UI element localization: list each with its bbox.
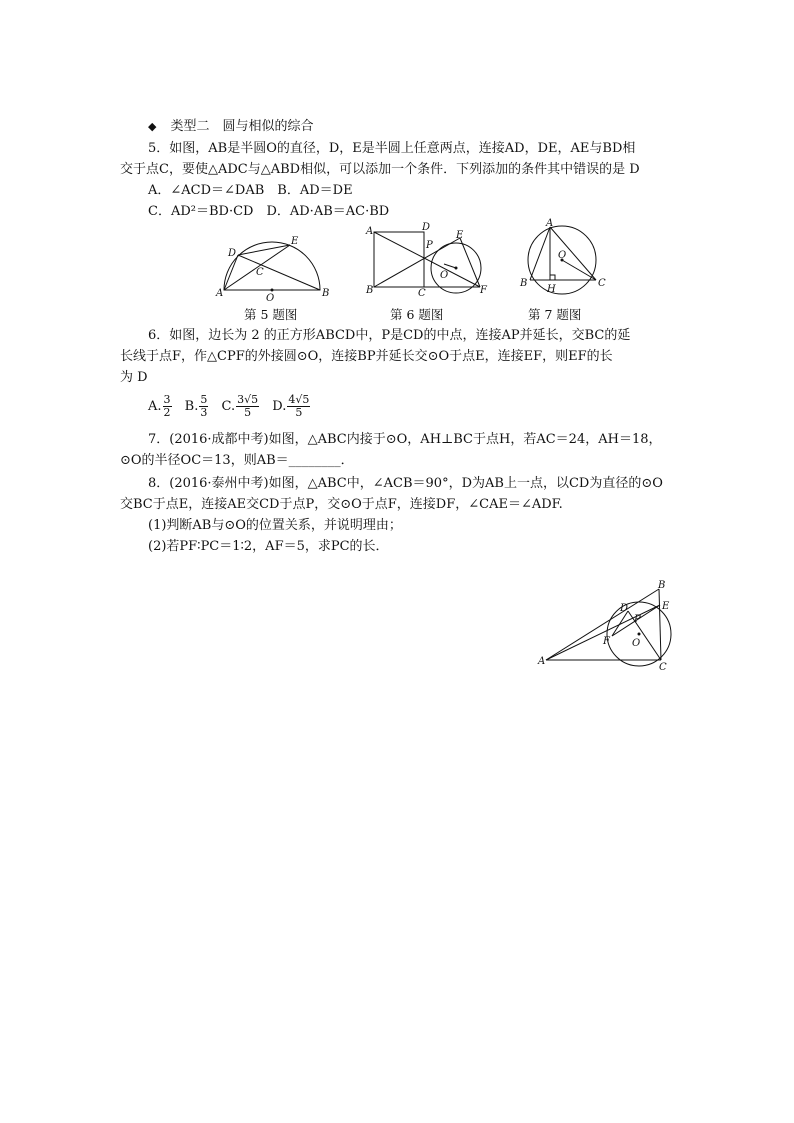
q7-line1: 7．(2016·成都中考)如图，△ABC内接于⊙O，AH⊥BC于点H，若AC＝24，AH＝18， [148, 432, 662, 447]
section-title: 类型二 圆与相似的综合 [170, 119, 314, 134]
fig7-label-o: O [558, 250, 567, 261]
fig6-label-p: P [426, 240, 433, 251]
q5-line2: 交于点C，要使△ADC与△ABD相似，可以添加一个条件．下列添加的条件其中错误的是 D [120, 162, 640, 177]
q6-options [148, 392, 319, 422]
fig8-label-o: O [632, 638, 641, 649]
q8-sub1: (1)判断AB与⊙O的位置关系，并说明理由； [148, 518, 402, 533]
figure-5-semicircle [212, 228, 332, 303]
q6-option-a: A. $\frac{3}{2}$ [148, 393, 171, 419]
fig5-label-e: E [291, 236, 299, 247]
fig6-label-o: O [440, 270, 449, 281]
fig8-label-a: A [538, 656, 546, 667]
fig6-label-b: B [366, 285, 374, 296]
q6-line2: 长线于点F，作△CPF的外接圆⊙O，连接BP并延长交⊙O于点E，连接EF，则EF的长 [120, 349, 613, 364]
q6-option-d: D. $\frac{4√5}{5}$ [272, 393, 310, 419]
fig8-label-c: C [659, 662, 667, 670]
fig6-label-a: A [366, 226, 374, 237]
q8-line2: 交BC于点E，连接AE交CD于点P，交⊙O于点F，连接DF，∠CAE＝∠ADF. [120, 497, 563, 512]
fig5-label-d: D [228, 248, 237, 259]
fig6-label-d: D [422, 222, 431, 233]
fig6-label-e: E [456, 230, 464, 241]
figure-6-caption: 第 6 题图 [390, 307, 444, 322]
section-header [148, 117, 313, 137]
fig8-label-p: P [634, 614, 641, 625]
figure-6-square-circle [360, 220, 490, 300]
fig5-label-b: B [322, 288, 330, 299]
q6-option-c: C. $\frac{3√5}{5}$ [221, 393, 259, 419]
figure-7-triangle-circle [518, 218, 608, 300]
fig7-label-c: C [598, 278, 606, 289]
q6-option-b: B. $\frac{5}{3}$ [184, 393, 208, 419]
q8-line1: 8．(2016·泰州中考)如图，△ABC中，∠ACB＝90°，D为AB上一点，以CD为直径的⊙O [148, 476, 663, 491]
figure-7-caption: 第 7 题图 [528, 307, 582, 322]
fig5-label-a: A [216, 288, 224, 299]
fig7-label-b: B [520, 278, 528, 289]
q7-line2: ⊙O的半径OC＝13，则AB＝________． [120, 453, 354, 468]
q6-line1: 6．如图，边长为 2 的正方形ABCD中，P是CD的中点，连接AP并延长，交BC的延 [148, 328, 631, 343]
q8-sub2: (2)若PF∶PC＝1∶2，AF＝5，求PC的长． [148, 539, 389, 554]
fig7-label-h: H [547, 284, 556, 295]
q6-line3: 为 D [120, 370, 148, 385]
diamond-bullet-icon: ◆ [148, 120, 157, 133]
fig8-label-d: D [620, 603, 629, 614]
fig5-label-o: O [266, 293, 275, 303]
q5-options-cd: C．AD²＝BD·CD D．AD·AB＝AC·BD [148, 204, 390, 219]
fig8-label-b: B [658, 580, 666, 591]
fig8-label-f: F [603, 636, 610, 647]
fig6-label-c: C [418, 288, 426, 299]
figure-5-caption: 第 5 题图 [244, 307, 298, 322]
fig5-label-c: C [256, 267, 264, 278]
q5-line1: 5．如图，AB是半圆O的直径，D，E是半圆上任意两点，连接AD，DE，AE与BD相 [148, 141, 636, 156]
fig8-label-e: E [662, 601, 670, 612]
figure-8-triangle-circle [536, 578, 686, 670]
q5-options-ab: A．∠ACD＝∠DAB B．AD＝DE [148, 183, 353, 198]
fig7-label-a: A [546, 218, 554, 229]
fig6-label-f: F [480, 285, 487, 296]
